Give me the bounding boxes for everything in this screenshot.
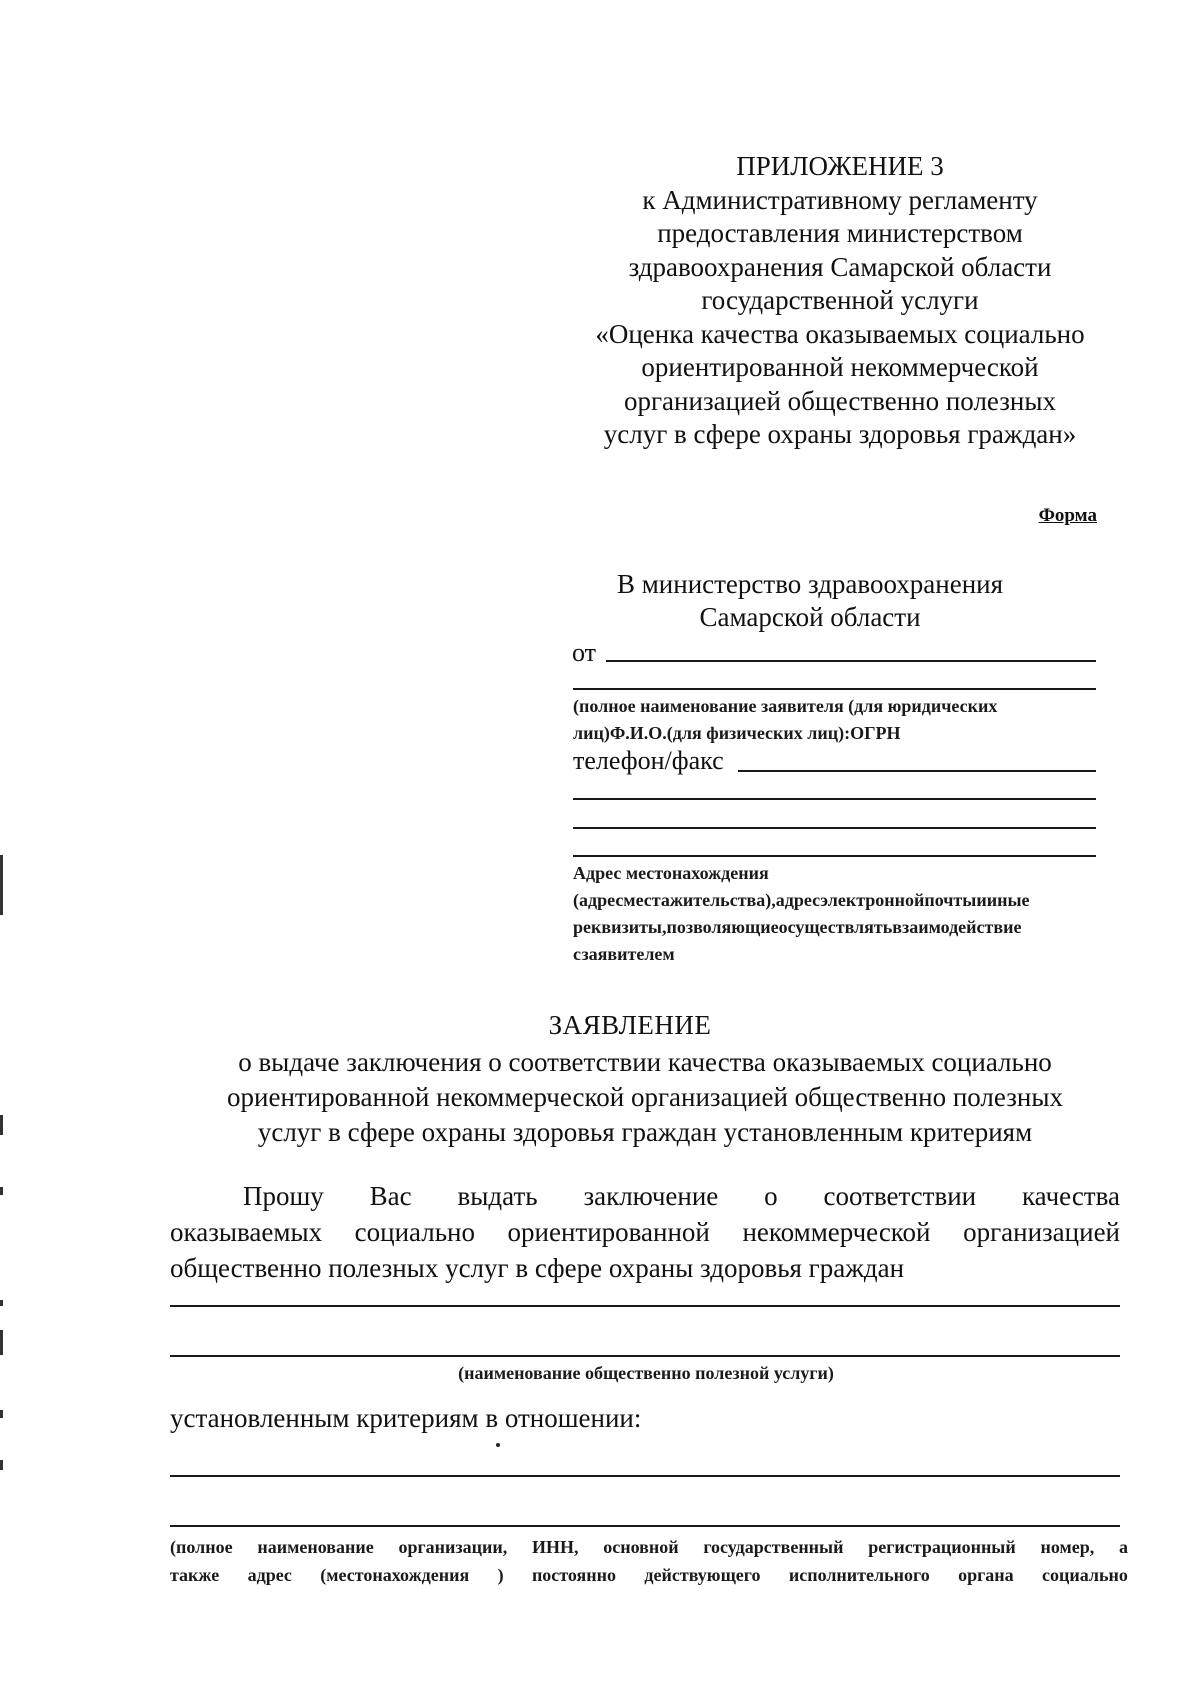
phone-field-line[interactable] xyxy=(738,770,1096,772)
applicant-field-line[interactable] xyxy=(573,688,1096,690)
caption-word: ИНН, xyxy=(531,1537,579,1557)
request-line: общественно полезных услуг в сфере охраны здоровья граждан xyxy=(170,1253,905,1283)
service-caption: (наименование общественно полезной услуги) xyxy=(458,1363,834,1383)
organization-caption xyxy=(170,1533,1128,1589)
statement-subtitle-line: услуг в сфере охраны здоровья граждан установленным критериям xyxy=(257,1117,1033,1147)
criteria-label: установленным критериям в отношении: xyxy=(170,1403,642,1433)
scan-edge-mark xyxy=(0,1460,3,1470)
caption-word: государственный xyxy=(703,1537,844,1557)
appendix-line: здравоохранения Самарской области xyxy=(628,251,1052,282)
from-label: от xyxy=(572,638,597,667)
statement-title: ЗАЯВЛЕНИЕ xyxy=(548,1010,712,1040)
caption-word: действующего xyxy=(644,1565,761,1585)
appendix-title: ПРИЛОЖЕНИЕ 3 xyxy=(736,151,944,181)
service-field-line[interactable] xyxy=(170,1305,1120,1307)
organization-caption-line xyxy=(170,1561,1128,1589)
scan-edge-mark xyxy=(0,1330,3,1355)
caption-word: ) xyxy=(497,1565,504,1585)
appendix-line: услуг в сфере охраны здоровья граждан» xyxy=(603,419,1077,449)
caption-word: также xyxy=(170,1565,220,1585)
caption-word: органа xyxy=(958,1565,1014,1585)
caption-word: регистрационный xyxy=(868,1537,1016,1557)
request-line xyxy=(170,1178,1120,1214)
caption-word: исполнительного xyxy=(788,1565,930,1585)
appendix-header xyxy=(560,150,1120,452)
contact-field-line[interactable] xyxy=(573,855,1096,857)
from-field-line[interactable] xyxy=(606,660,1096,662)
caption-word: адрес xyxy=(247,1565,292,1585)
request-paragraph xyxy=(170,1178,1120,1286)
appendix-line: «Оценка качества оказываемых социально xyxy=(595,318,1085,349)
scan-edge-mark xyxy=(0,855,3,915)
statement-subtitle xyxy=(150,1045,1140,1150)
applicant-caption: (полное наименование заявителя (для юридических лиц)Ф.И.О.(для физических лиц):ОГРН xyxy=(573,696,998,743)
contact-field-line[interactable] xyxy=(573,798,1096,800)
request-word: некоммерческой xyxy=(742,1217,931,1247)
request-word: выдать xyxy=(457,1181,538,1211)
caption-word: (полное xyxy=(170,1537,233,1557)
caption-word: наименование xyxy=(257,1537,374,1557)
organization-caption-line xyxy=(170,1533,1128,1561)
scan-edge-mark xyxy=(0,1115,3,1135)
address-caption: Адрес местонахождения (адресместажительства),адресэлектроннойпочтыииные реквизиты,позволяющиеосуществлятьвзаимодействие сзаявителем xyxy=(573,863,1030,964)
scan-edge-mark xyxy=(0,1187,3,1195)
caption-word: основной xyxy=(603,1537,679,1557)
request-word: ориентированной xyxy=(507,1217,710,1247)
request-word: социально xyxy=(354,1217,475,1247)
addressee-line: Самарской области xyxy=(699,602,921,632)
organization-field-line[interactable] xyxy=(170,1475,1120,1477)
addressee-block xyxy=(560,568,1060,634)
appendix-line: предоставления министерством xyxy=(657,218,1023,248)
statement-subtitle-line: о выдаче заключения о соответствии качества оказываемых социально xyxy=(238,1047,1052,1077)
request-word: оказываемых xyxy=(170,1217,323,1247)
caption-word: а xyxy=(1119,1537,1128,1557)
caption-word: номер, xyxy=(1040,1537,1095,1557)
request-word: о xyxy=(764,1181,778,1211)
scan-speck xyxy=(496,1443,500,1447)
request-word: заключение xyxy=(583,1181,719,1211)
contact-field-line[interactable] xyxy=(573,827,1096,829)
appendix-line: организацией общественно полезных xyxy=(623,385,1056,416)
appendix-line: к Административному регламенту xyxy=(642,184,1038,215)
appendix-line: государственной услуги xyxy=(701,285,979,315)
statement-subtitle-line: ориентированной некоммерческой организацией общественно полезных xyxy=(227,1082,1063,1112)
addressee-line: В министерство здравоохранения xyxy=(616,569,1004,599)
request-word: Прошу xyxy=(243,1181,324,1211)
request-word: Вас xyxy=(369,1181,412,1211)
caption-word: организации, xyxy=(398,1537,508,1557)
phone-label: телефон/факс xyxy=(573,746,724,775)
caption-word: постоянно xyxy=(531,1565,617,1585)
request-word: качества xyxy=(1021,1181,1120,1211)
service-field-line[interactable] xyxy=(170,1355,1120,1357)
organization-field-line[interactable] xyxy=(170,1525,1120,1527)
scan-edge-mark xyxy=(0,1410,3,1418)
scan-edge-mark xyxy=(0,1300,3,1306)
request-word: организацией xyxy=(963,1217,1120,1247)
caption-word: (местонахождения xyxy=(320,1565,470,1585)
appendix-line: ориентированной некоммерческой xyxy=(641,352,1039,382)
caption-word: социально xyxy=(1042,1565,1128,1585)
request-line xyxy=(170,1214,1120,1250)
form-label: Форма xyxy=(1038,505,1097,526)
request-word: соответствии xyxy=(823,1181,977,1211)
